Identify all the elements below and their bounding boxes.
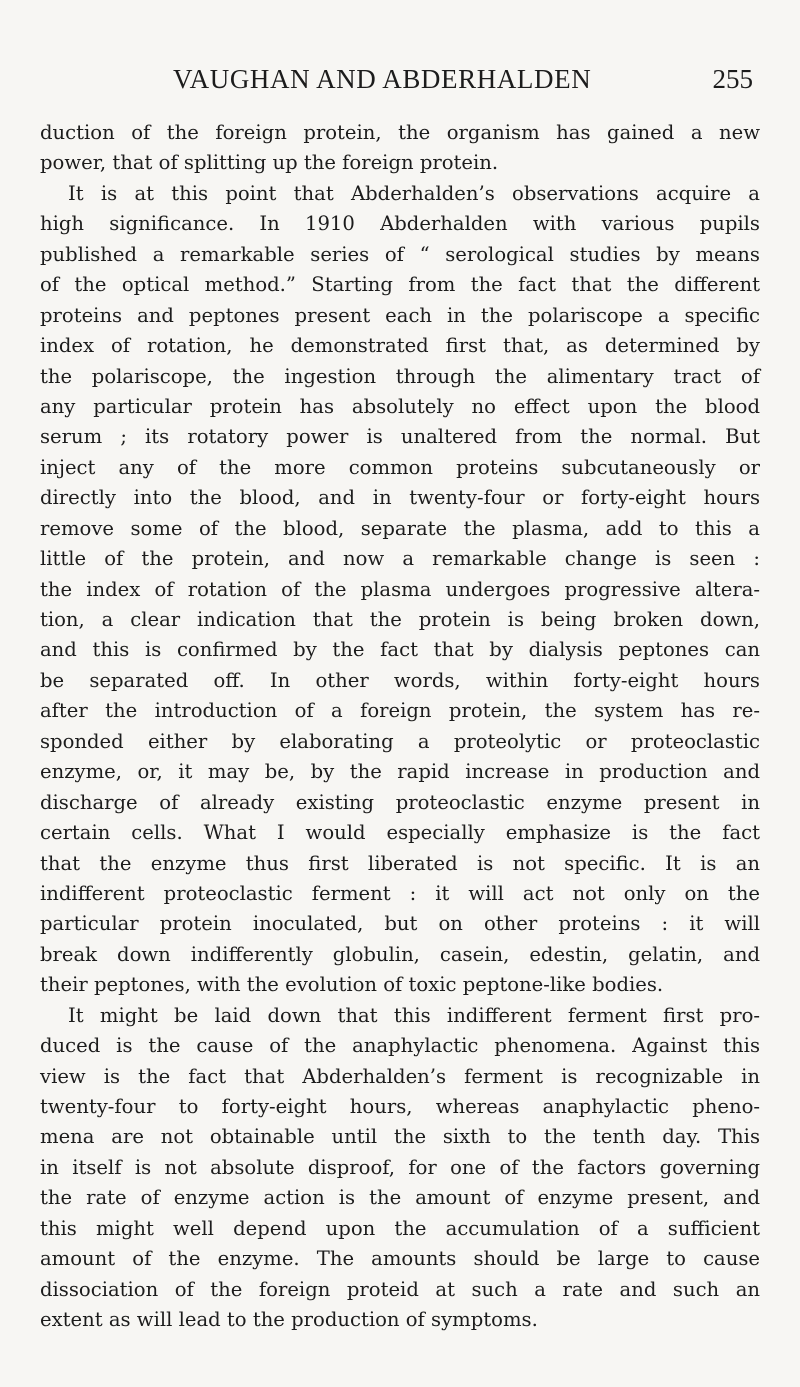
text-line: break down indifferently globulin, casein, edestin, gelatin, and	[40, 942, 760, 966]
text-line: power, that of splitting up the foreign protein.	[40, 151, 499, 175]
text-line: enzyme, or, it may be, by the rapid increase in production and	[40, 760, 760, 784]
text-line: duction of the foreign protein, the organism has gained a new	[40, 121, 760, 144]
text-line: view is the fact that Abderhalden’s ferment is recognizable in	[40, 1064, 760, 1088]
text-line: little of the protein, and now a remarkable change is seen :	[40, 547, 760, 571]
text-line: their peptones, with the evolution of toxic peptone-like bodies.	[40, 973, 664, 997]
body-text	[40, 118, 760, 1336]
text-line: twenty-four to forty-eight hours, whereas anaphylactic pheno-	[40, 1095, 760, 1118]
text-line: and this is confirmed by the fact that by dialysis peptones can	[40, 638, 760, 662]
text-line: extent as will lead to the production of symptoms.	[40, 1308, 538, 1332]
text-line: the polariscope, the ingestion through the alimentary tract of	[40, 364, 760, 388]
text-line: of the optical method.” Starting from the fact that the different	[40, 273, 760, 297]
text-line: in itself is not absolute disproof, for one of the factors governing	[40, 1155, 760, 1179]
text-line: It might be laid down that this indifferent ferment first pro-	[68, 1003, 760, 1027]
text-line: certain cells. What I would especially emphasize is the fact	[40, 821, 760, 845]
text-line: serum ; its rotatory power is unaltered from the normal. But	[40, 425, 760, 449]
page-number: 255	[712, 64, 753, 94]
text-line: that the enzyme thus first liberated is not specific. It is an	[40, 851, 760, 875]
text-line: particular protein inoculated, but on other proteins : it will	[40, 912, 760, 936]
text-line: It is at this point that Abderhalden’s observations acquire a	[68, 181, 760, 205]
text-line: published a remarkable series of “ serological studies by means	[40, 242, 760, 266]
text-line: tion, a clear indication that the protein is being broken down,	[40, 608, 760, 631]
text-line: duced is the cause of the anaphylactic phenomena. Against this	[40, 1034, 760, 1058]
text-line: index of rotation, he demonstrated first that, as determined by	[40, 334, 760, 358]
running-title: VAUGHAN AND ABDERHALDEN	[173, 64, 592, 94]
text-line: sponded either by elaborating a proteolytic or proteoclastic	[40, 729, 760, 753]
text-line: dissociation of the foreign proteid at such a rate and such an	[40, 1277, 760, 1301]
text-line: indifferent proteoclastic ferment : it will act not only on the	[40, 881, 760, 905]
text-line: directly into the blood, and in twenty-four or forty-eight hours	[40, 486, 760, 510]
text-line: proteins and peptones present each in the polariscope a specific	[40, 303, 760, 327]
text-line: the index of rotation of the plasma undergoes progressive altera-	[40, 577, 760, 601]
text-line: discharge of already existing proteoclastic enzyme present in	[40, 790, 760, 814]
text-line: inject any of the more common proteins subcutaneously or	[40, 455, 760, 479]
text-line: the rate of enzyme action is the amount of enzyme present, and	[40, 1186, 760, 1210]
text-line: be separated off. In other words, within forty-eight hours	[40, 668, 760, 692]
text-line: amount of the enzyme. The amounts should be large to cause	[40, 1247, 760, 1271]
text-line: after the introduction of a foreign protein, the system has re-	[40, 699, 760, 723]
text-line: any particular protein has absolutely no effect upon the blood	[40, 394, 760, 418]
text-line: remove some of the blood, separate the plasma, add to this a	[40, 516, 760, 540]
text-line: this might well depend upon the accumulation of a sufficient	[40, 1216, 760, 1240]
text-line: high significance. In 1910 Abderhalden with various pupils	[40, 212, 760, 236]
text-line: mena are not obtainable until the sixth to the tenth day. This	[40, 1125, 760, 1149]
running-head	[173, 62, 753, 102]
